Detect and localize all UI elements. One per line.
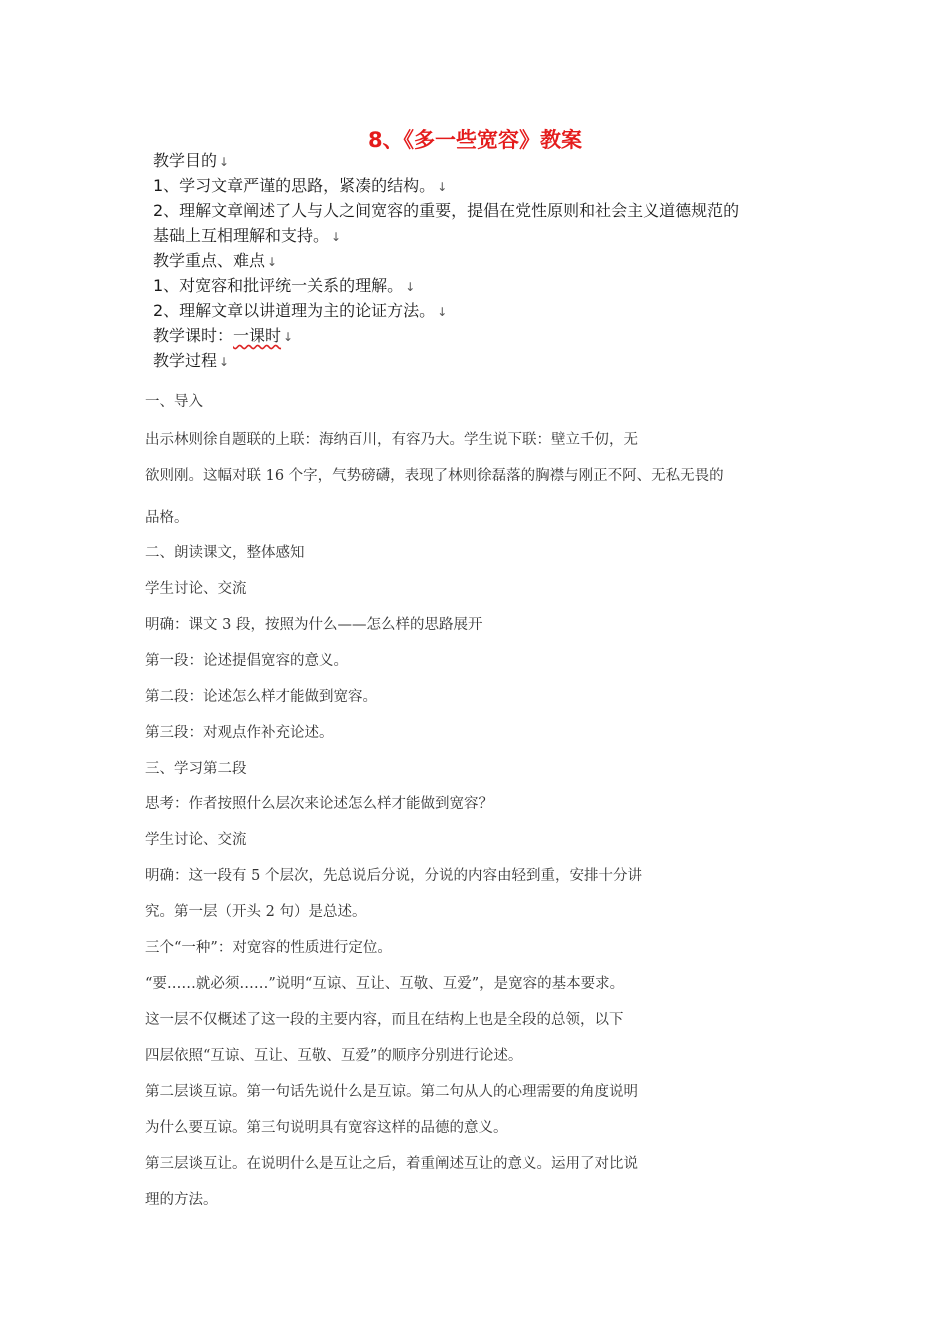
objective-2: 2、理解文章阐述了人与人之间宽容的重要，提倡在党性原则和社会主义道德规范的 (153, 201, 740, 220)
body-line: 三个“一种”：对宽容的性质进行定位。 (145, 940, 392, 956)
body-line: 究。第一层（开头 2 句）是总述。 (145, 904, 367, 920)
section-heading: 一、导入 (145, 394, 203, 410)
body-line: 欲则刚。这幅对联 16 个字，气势磅礴，表现了林则徐磊落的胸襟与刚正不阿、无私无畏的 (145, 468, 724, 484)
return-mark: ↓ (219, 355, 230, 369)
body-line: “要……就必须……”说明“互谅、互让、互敬、互爱”，是宽容的基本要求。 (145, 976, 625, 992)
section-heading: 二、朗读课文，整体感知 (145, 545, 305, 561)
body-line: 四层依照“互谅、互让、互敬、互爱”的顺序分别进行论述。 (145, 1048, 523, 1064)
return-mark: ↓ (405, 280, 416, 294)
page-title: 8、《多一些宽容》教案 (367, 128, 583, 152)
body-line: 第一段：论述提倡宽容的意义。 (145, 653, 348, 669)
body-line: 理的方法。 (145, 1192, 218, 1208)
body-line: 这一层不仅概述了这一段的主要内容，而且在结构上也是全段的总领，以下 (145, 1012, 624, 1028)
body-line: 为什么要互谅。第三句说明具有宽容这样的品德的意义。 (145, 1120, 508, 1136)
body-line: 学生讨论、交流 (145, 832, 247, 848)
body-line: 第二层谈互谅。第一句话先说什么是互谅。第二句从人的心理需要的角度说明 (145, 1084, 638, 1100)
body-line: 学生讨论、交流 (145, 581, 247, 597)
body-line: 第三层谈互让。在说明什么是互让之后，着重阐述互让的意义。运用了对比说 (145, 1156, 638, 1172)
objective-2-cont: 基础上互相理解和支持。 ↓ (153, 226, 342, 245)
body-line: 思考：作者按照什么层次来论述怎么样才能做到宽容？ (145, 796, 493, 812)
return-mark: ↓ (283, 330, 294, 344)
key-point-1: 1、对宽容和批评统一关系的理解。 ↓ (153, 276, 416, 295)
body-line: 明确：这一段有 5 个层次，先总说后分说，分说的内容由轻到重，安排十分讲 (145, 868, 642, 884)
objectives-heading: 教学目的 ↓ (153, 151, 230, 170)
return-mark: ↓ (437, 305, 448, 319)
return-mark: ↓ (331, 230, 342, 244)
class-period: 教学课时：一课时 ↓ (153, 326, 294, 345)
process-heading: 教学过程 ↓ (153, 351, 230, 370)
objective-1: 1、学习文章严谨的思路，紧凑的结构。 ↓ (153, 176, 448, 195)
section-heading: 三、学习第二段 (145, 761, 247, 777)
return-mark: ↓ (437, 180, 448, 194)
return-mark: ↓ (219, 155, 230, 169)
class-period-value: 一课时 (233, 326, 282, 345)
body-line: 第三段：对观点作补充论述。 (145, 725, 334, 741)
key-points-heading: 教学重点、难点 ↓ (153, 251, 278, 270)
key-point-2: 2、理解文章以讲道理为主的论证方法。 ↓ (153, 301, 448, 320)
body-line: 品格。 (145, 510, 189, 526)
body-line: 出示林则徐自题联的上联：海纳百川，有容乃大。学生说下联：壁立千仞，无 (145, 432, 638, 448)
body-line: 第二段：论述怎么样才能做到宽容。 (145, 689, 377, 705)
body-line: 明确：课文 3 段，按照为什么——怎么样的思路展开 (145, 617, 483, 633)
return-mark: ↓ (267, 255, 278, 269)
